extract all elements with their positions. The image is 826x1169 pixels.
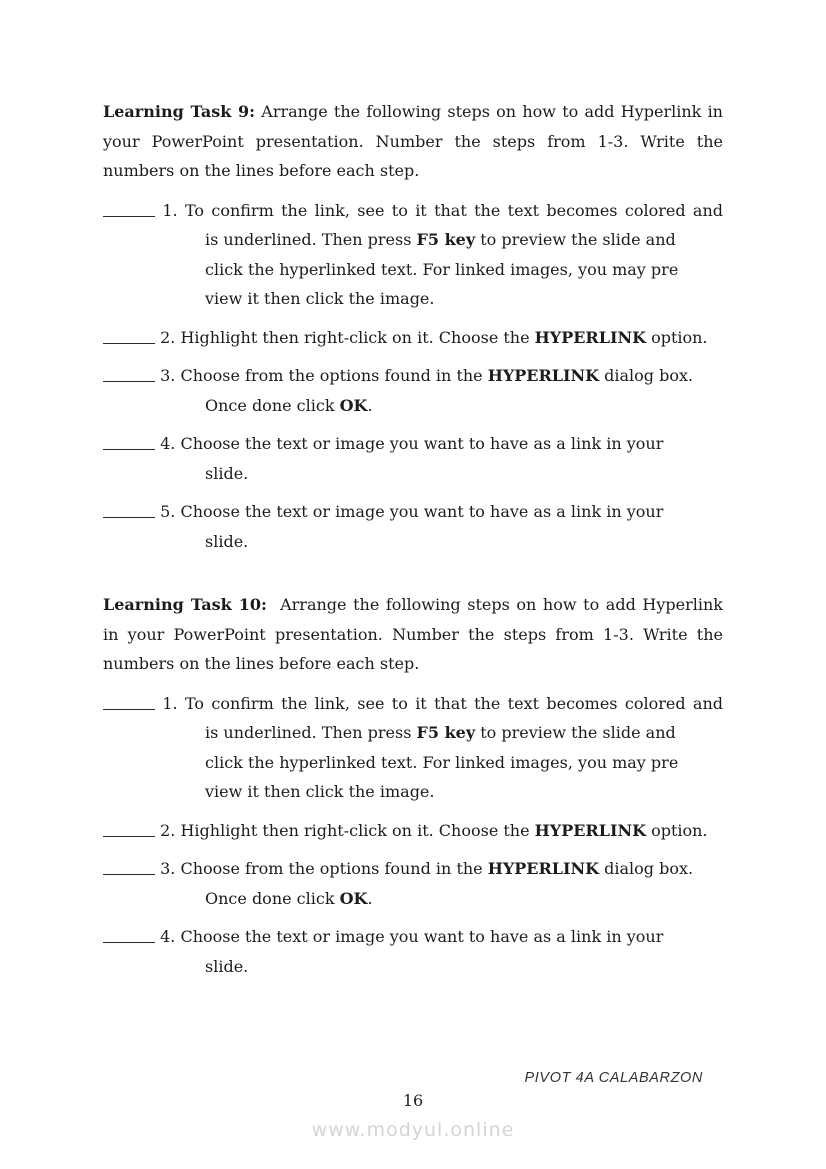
step-number: 2. (160, 327, 176, 347)
text-line (103, 429, 723, 459)
text-line (205, 777, 723, 807)
text-segment: Choose from the options found in the (180, 859, 488, 878)
step-item (103, 854, 723, 913)
text-segment: Arrange the following steps on how to add Hyperlink (266, 595, 724, 614)
answer-blank-line (103, 697, 155, 710)
step-number: 4. (160, 434, 176, 453)
text-line (205, 884, 723, 914)
answer-blank-line (103, 505, 155, 518)
text-segment: view it then click the image. (205, 782, 435, 801)
tasks (103, 97, 723, 990)
bold-text-segment: HYPERLINK (534, 327, 646, 347)
text-line (205, 718, 723, 748)
text-line (103, 649, 723, 679)
step-number: 2. (160, 820, 176, 840)
text-segment: slide. (205, 463, 249, 483)
text-line (205, 459, 723, 489)
text-line (103, 922, 723, 952)
watermark: www.modyul.online (311, 1119, 515, 1141)
text-segment: option. (645, 327, 708, 347)
step-item (103, 361, 723, 420)
task-section (103, 97, 723, 556)
answer-blank-line (103, 930, 155, 943)
answer-blank-line (103, 204, 155, 217)
bold-text-segment: HYPERLINK (487, 366, 600, 385)
text-line (205, 952, 723, 982)
step-number: 3. (160, 859, 176, 878)
text-line (103, 590, 723, 620)
bold-text-segment: OK (339, 888, 368, 908)
text-segment: view it then click the image. (205, 289, 435, 308)
step-number: 3. (160, 366, 176, 385)
task-intro (103, 97, 723, 186)
text-segment: is underlined. Then press (205, 723, 417, 742)
text-line (205, 225, 723, 255)
step-number: 1. (162, 200, 178, 220)
answer-blank-line (103, 824, 155, 837)
bold-text-segment: HYPERLINK (534, 820, 646, 840)
step-item (103, 922, 723, 981)
page-number: 16 (402, 1091, 424, 1110)
text-segment: Once done click (205, 395, 340, 415)
text-segment: Choose the text or image you want to have as a link in your (180, 502, 664, 521)
text-segment: slide. (205, 956, 249, 976)
text-line (205, 284, 723, 314)
bold-text-segment: Learning Task 9: (103, 102, 256, 121)
footer-brand: PIVOT 4A CALABARZON (524, 1070, 703, 1086)
answer-blank-line (103, 369, 155, 382)
step-item (103, 196, 723, 314)
answer-blank-line (103, 862, 155, 875)
text-segment: numbers on the lines before each step. (103, 161, 420, 180)
step-item (103, 429, 723, 488)
text-segment: your PowerPoint presentation. Number the steps from 1-3. Write the (103, 131, 723, 151)
bold-text-segment: HYPERLINK (487, 859, 600, 878)
text-line (205, 255, 723, 285)
text-segment: to preview the slide and (475, 723, 676, 742)
task-section (103, 590, 723, 981)
bold-text-segment: F5 key (416, 723, 476, 742)
text-segment: option. (645, 820, 708, 840)
text-line (103, 97, 723, 127)
text-segment: . (367, 888, 373, 908)
text-line (103, 323, 723, 353)
text-line (103, 196, 723, 226)
text-line (103, 156, 723, 186)
text-line (205, 391, 723, 421)
text-segment: to preview the slide and (475, 230, 676, 249)
text-line (103, 689, 723, 719)
text-line (103, 497, 723, 527)
text-segment: click the hyperlinked text. For linked images, you may pre (205, 259, 679, 279)
text-segment: Highlight then right-click on it. Choose the (180, 820, 535, 840)
text-segment: To confirm the link, see to it that the text becomes colored and (184, 693, 723, 713)
text-line (103, 854, 723, 884)
text-segment: is underlined. Then press (205, 230, 417, 249)
step-item (103, 816, 723, 846)
step-item (103, 323, 723, 353)
step-number: 4. (160, 927, 176, 946)
text-segment: dialog box. (599, 366, 694, 385)
text-segment: Arrange the following steps on how to add Hyperlink in (255, 102, 723, 121)
bold-text-segment: Learning Task 10: (103, 595, 267, 614)
task-intro (103, 590, 723, 679)
bold-text-segment: F5 key (416, 230, 476, 249)
text-segment: To confirm the link, see to it that the text becomes colored and (184, 200, 723, 220)
step-item (103, 689, 723, 807)
answer-blank-line (103, 437, 155, 450)
text-line (103, 816, 723, 846)
text-segment: slide. (205, 531, 249, 551)
step-item (103, 497, 723, 556)
text-segment: Highlight then right-click on it. Choose the (180, 327, 535, 347)
text-segment: click the hyperlinked text. For linked images, you may pre (205, 752, 679, 772)
text-segment: Choose the text or image you want to have as a link in your (180, 927, 664, 946)
text-segment: in your PowerPoint presentation. Number the steps from 1-3. Write the (103, 624, 723, 644)
text-line (103, 620, 723, 650)
text-segment: Once done click (205, 888, 340, 908)
answer-blank-line (103, 331, 155, 344)
text-segment: Choose from the options found in the (180, 366, 488, 385)
text-segment: . (367, 395, 373, 415)
step-number: 5. (160, 502, 176, 521)
step-number: 1. (162, 693, 178, 713)
text-segment: Choose the text or image you want to have as a link in your (180, 434, 664, 453)
bold-text-segment: OK (339, 395, 368, 415)
text-line (103, 127, 723, 157)
text-line (205, 527, 723, 557)
text-line (103, 361, 723, 391)
text-segment: dialog box. (599, 859, 694, 878)
text-line (205, 748, 723, 778)
text-segment: numbers on the lines before each step. (103, 654, 420, 673)
